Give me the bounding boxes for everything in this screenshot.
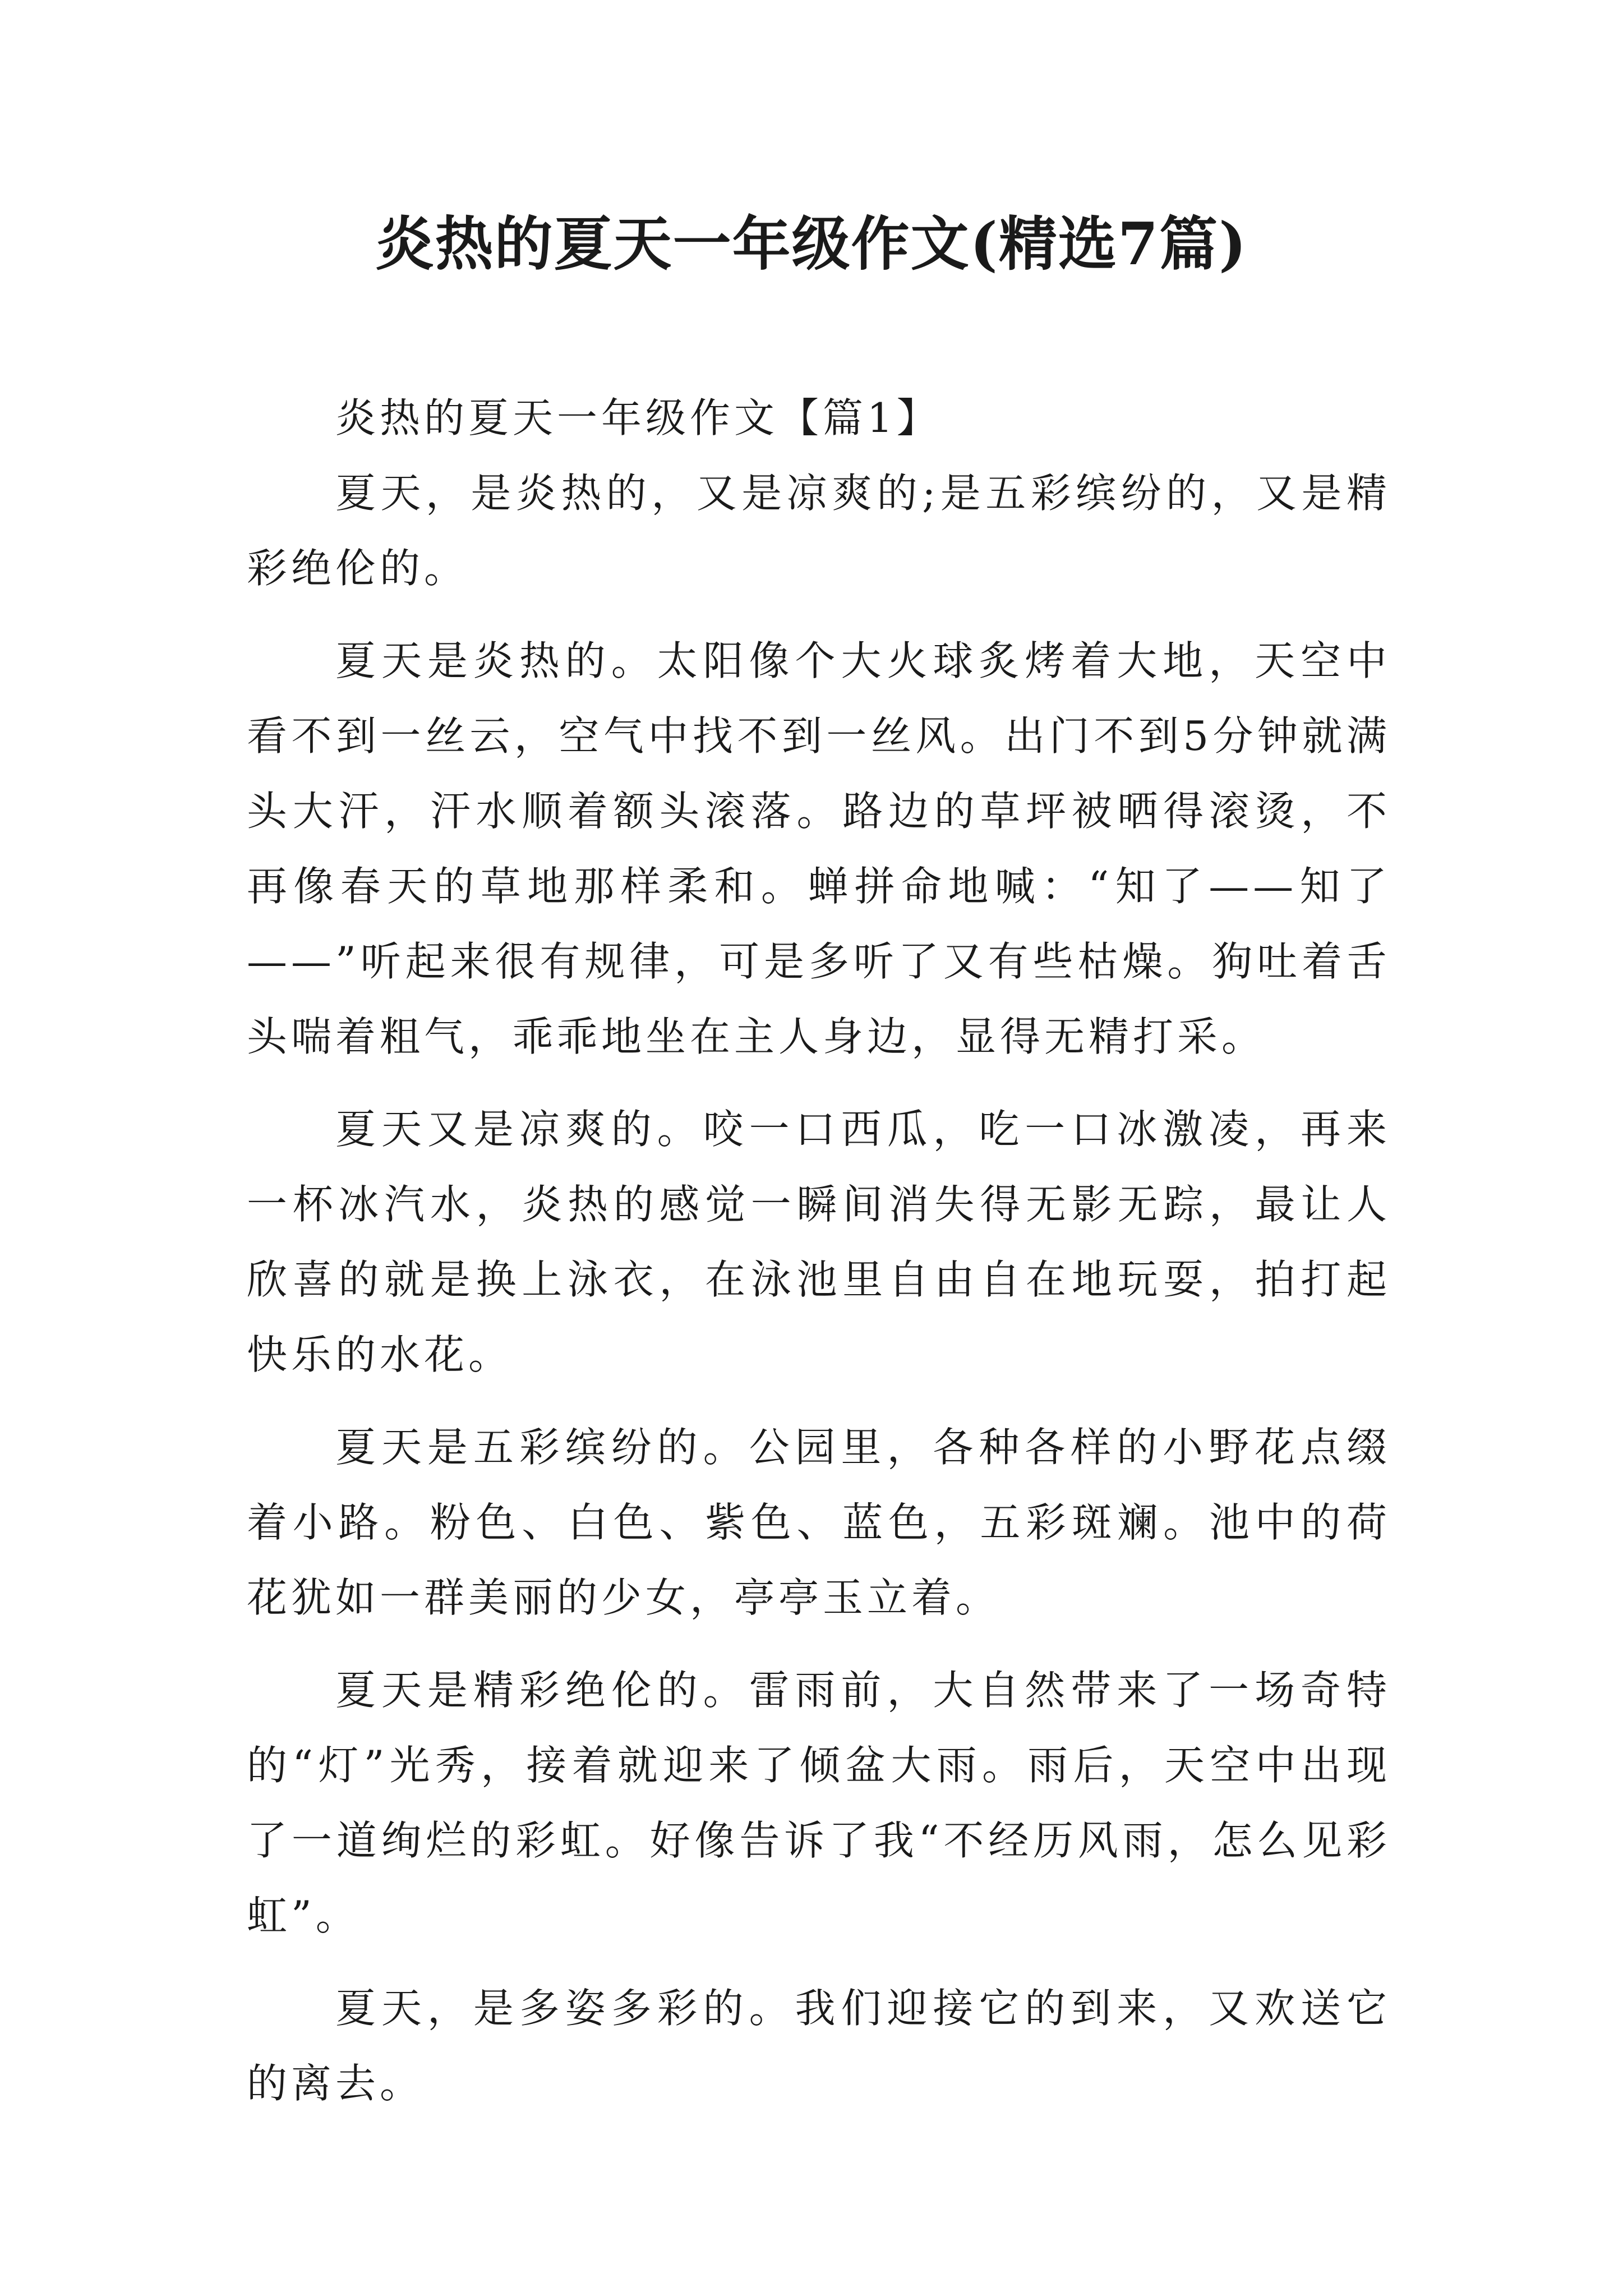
paragraph: 夏天，是炎热的，又是凉爽的;是五彩缤纷的，又是精彩绝伦的。 [247, 470, 1391, 592]
paragraph: 夏天是炎热的。太阳像个大火球炙烤着大地，天空中看不到一丝云，空气中找不到一丝风。出门不到5分钟就满头大汗，汗水顺着额头滚落。路边的草坪被晒得滚烫，不再像春天的草地那样柔和。蝉拼命地喊：“知了——知了——”听起来很有规律，可是多听了又有些枯燥。狗吐着舌头喘着粗气，乖乖地坐在主人身边，显得无精打采。 [247, 637, 1391, 1060]
document-title: 炎热的夏天一年级作文(精选7篇) [375, 209, 1248, 278]
paragraph: 夏天又是凉爽的。咬一口西瓜，吃一口冰激凌，再来一杯冰汽水，炎热的感觉一瞬间消失得无影无踪，最让人欣喜的就是换上泳衣，在泳池里自由自在地玩耍，拍打起快乐的水花。 [247, 1106, 1391, 1378]
paragraph: 夏天，是多姿多彩的。我们迎接它的到来，又欢送它的离去。 [247, 1985, 1391, 2107]
essay-body [247, 380, 1391, 2121]
section-heading: 炎热的夏天一年级作文【篇1】 [335, 394, 941, 441]
paragraph: 夏天是五彩缤纷的。公园里，各种各样的小野花点缀着小路。粉色、白色、紫色、蓝色，五彩斑斓。池中的荷花犹如一群美丽的少女，亭亭玉立着。 [247, 1424, 1391, 1621]
paragraph: 夏天是精彩绝伦的。雷雨前，大自然带来了一场奇特的“灯”光秀，接着就迎来了倾盆大雨。雨后，天空中出现了一道绚烂的彩虹。好像告诉了我“不经历风雨，怎么见彩虹”。 [247, 1667, 1391, 1939]
